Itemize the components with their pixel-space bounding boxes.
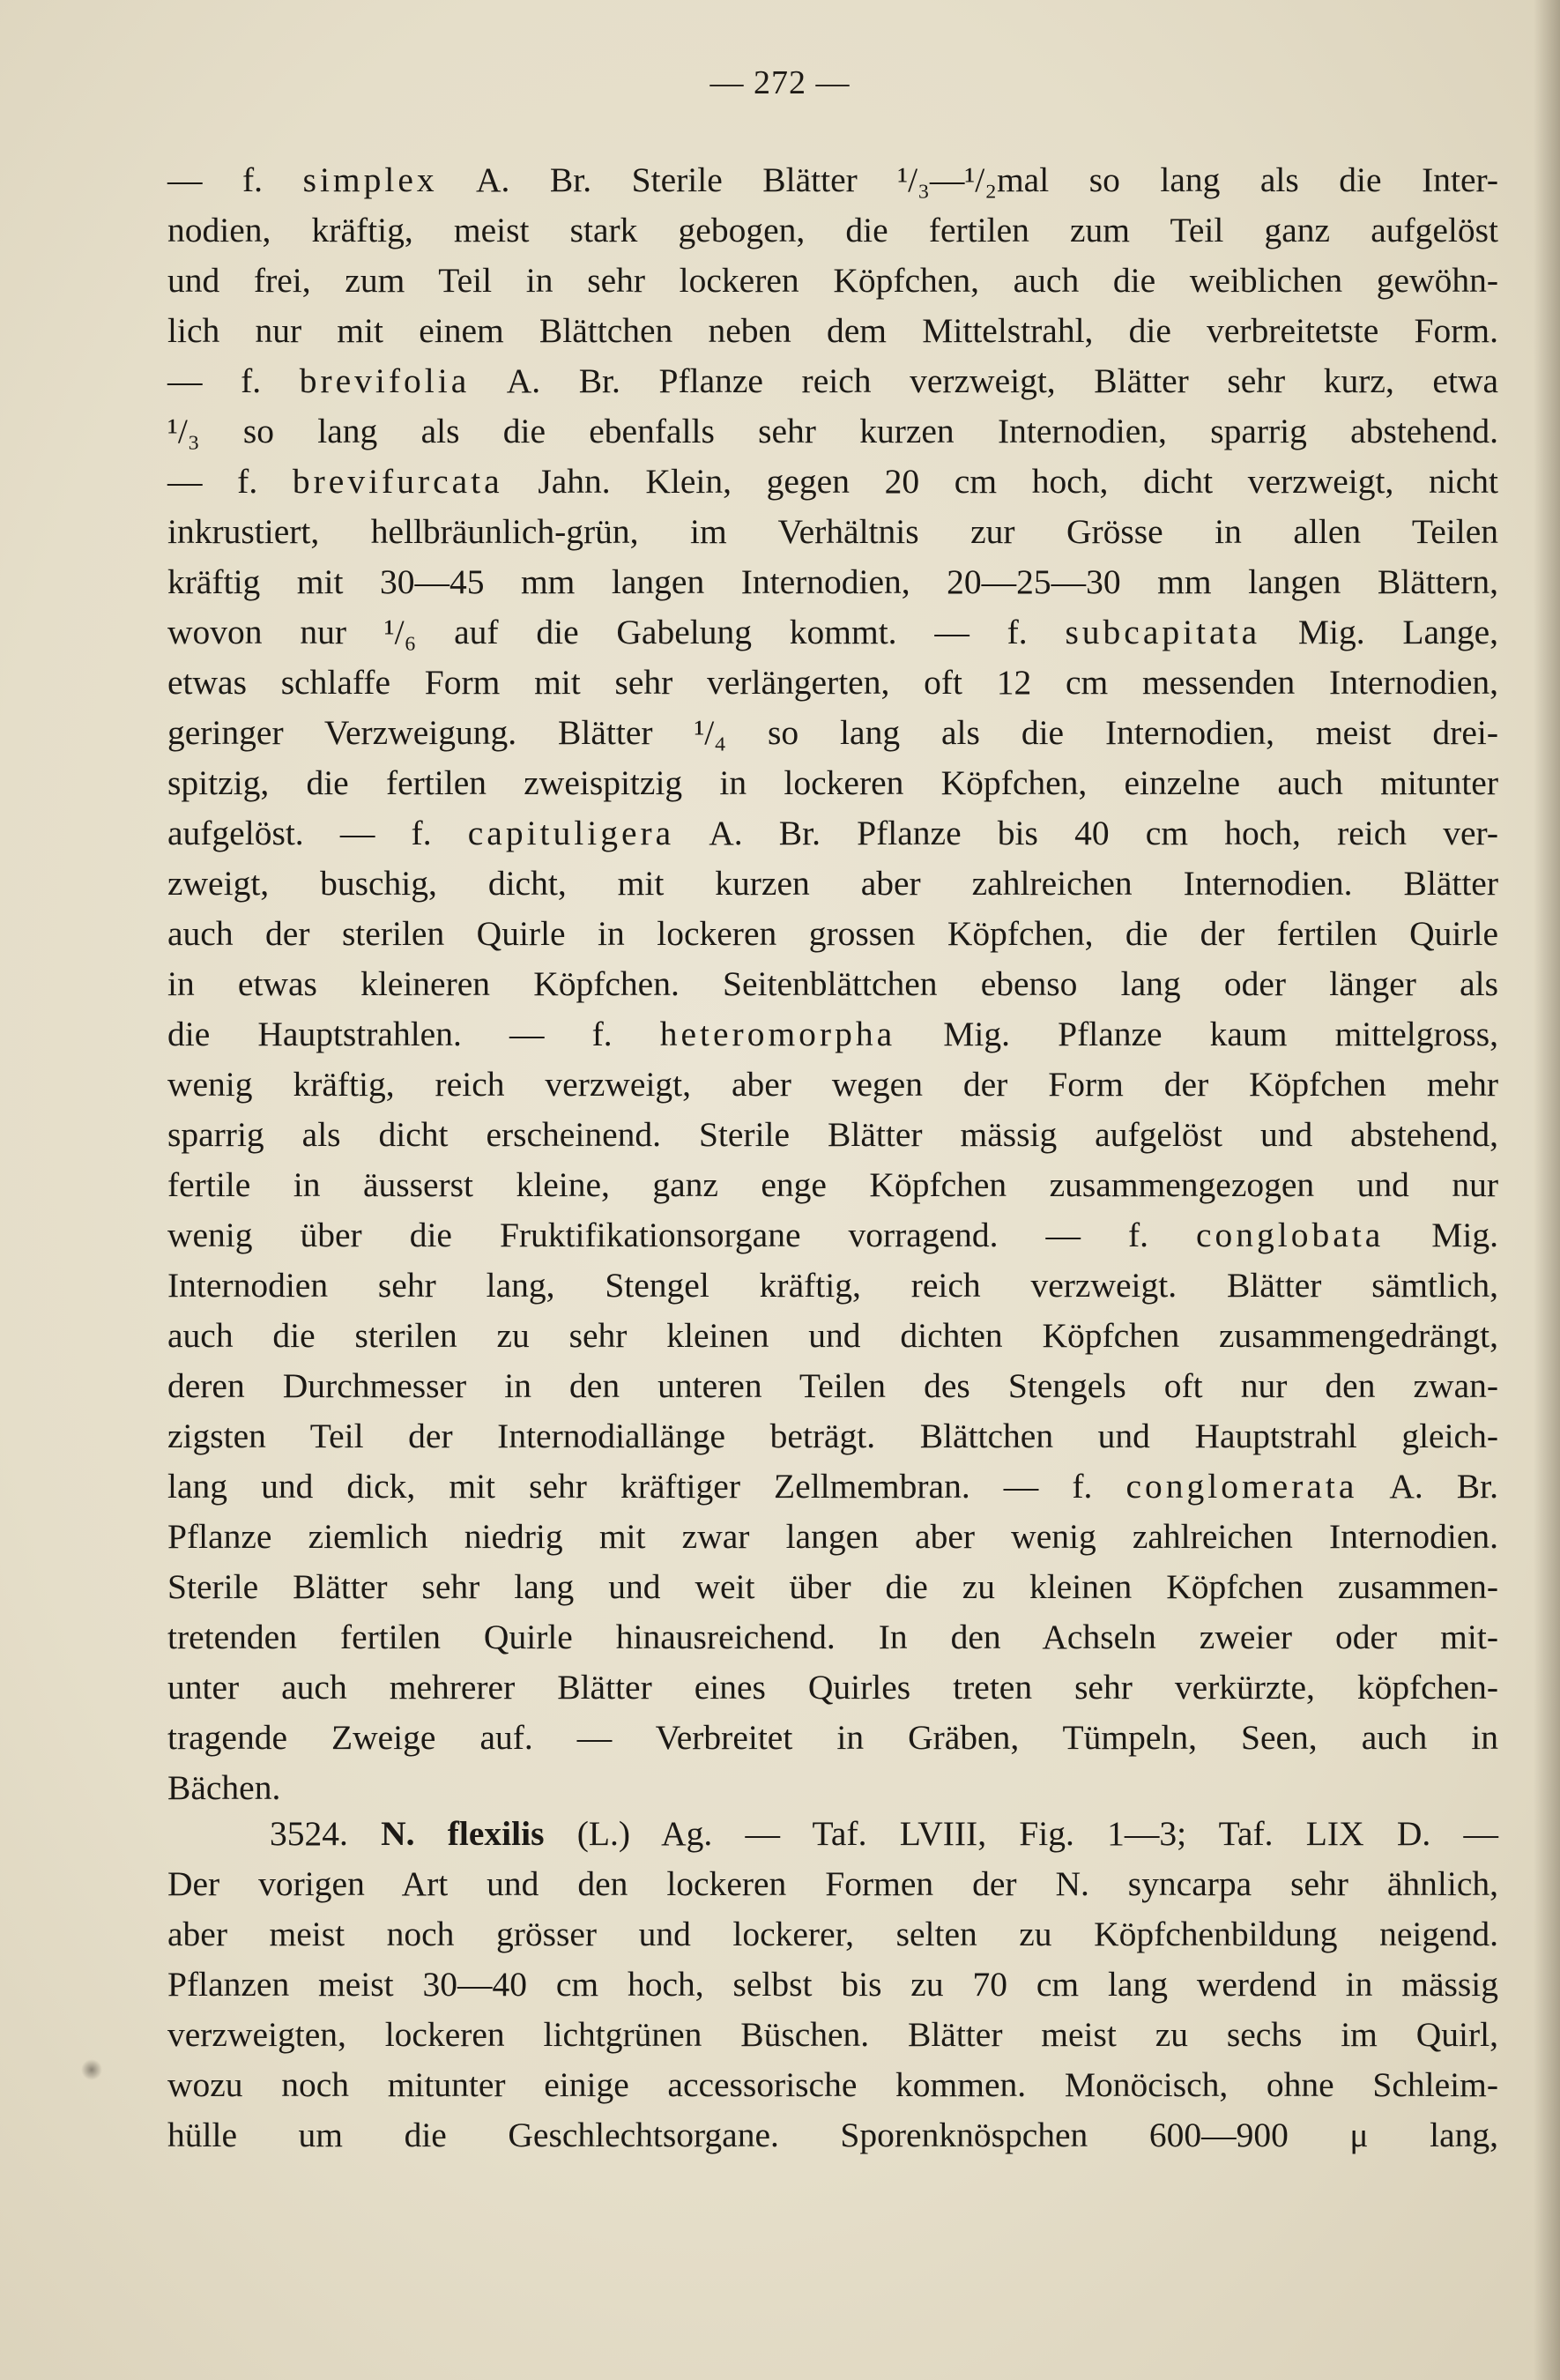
- text-line: [167, 1411, 1498, 1461]
- text-run: etwas schlaffe Form mit sehr verlängerten, oft 12 cm messenden Internodien,: [167, 663, 1498, 702]
- text-run: aufgelöst. — f.: [167, 814, 468, 852]
- text-run: unter auch mehrerer Blätter eines Quirles treten sehr verkürzte, köpfchen-: [167, 1668, 1498, 1707]
- text-line: [167, 406, 1498, 457]
- text-run: A. Br.: [1357, 1467, 1498, 1506]
- text-run: kräftig mit 30—45 mm langen Internodien, 20—25—30 mm langen Blättern,: [167, 562, 1498, 601]
- text-line: [167, 758, 1498, 808]
- text-line: [167, 205, 1498, 256]
- page-number: — 272 —: [709, 64, 851, 101]
- paragraph-forms: [167, 155, 1498, 1813]
- text-line: [167, 1060, 1498, 1110]
- text-line: [167, 155, 1498, 205]
- text-run: Pflanze ziemlich niedrig mit zwar langen aber wenig zahlreichen Internodien.: [167, 1517, 1498, 1556]
- text-line: [167, 1562, 1498, 1612]
- text-line: [167, 859, 1498, 909]
- text-run: sparrig als dicht erscheinend. Sterile Blätter mässig aufgelöst und abstehend,: [167, 1115, 1498, 1154]
- text-line: [167, 1713, 1498, 1763]
- text-run: Internodien sehr lang, Stengel kräftig, reich verzweigt. Blätter sämtlich,: [167, 1266, 1498, 1305]
- text-line: [167, 1960, 1498, 2010]
- text-run: auch der sterilen Quirle in lockeren grossen Köpfchen, die der fertilen Quirle: [167, 914, 1498, 953]
- ink-spot: [81, 2059, 102, 2080]
- text-line: [167, 1512, 1498, 1562]
- text-run: ¹/₃ so lang als die ebenfalls sehr kurzen Internodien, sparrig abstehend.: [167, 412, 1498, 450]
- text-line: [167, 1809, 1498, 1859]
- page-edge-shadow: [1534, 0, 1560, 2380]
- text-run: A. Br. Sterile Blätter ¹/₃—¹/₂mal so lang als die Inter-: [437, 160, 1498, 199]
- text-run: A. Br. Pflanze bis 40 cm hoch, reich ver-: [674, 814, 1498, 852]
- text-run: Pflanzen meist 30—40 cm hoch, selbst bis zu 70 cm lang werdend in mässig: [167, 1965, 1498, 2004]
- text-run: Mig. Pflanze kaum mittelgross,: [895, 1015, 1498, 1053]
- text-run: wenig kräftig, reich verzweigt, aber wegen der Form der Köpfchen mehr: [167, 1065, 1498, 1104]
- text-run: wenig über die Fruktifikationsorgane vorragend. — f.: [167, 1216, 1196, 1254]
- text-line: [167, 1110, 1498, 1160]
- form-name: brevifolia: [299, 361, 471, 400]
- text-line: [167, 457, 1498, 507]
- text-run: deren Durchmesser in den unteren Teilen des Stengels oft nur den zwan-: [167, 1366, 1498, 1405]
- text-run: lich nur mit einem Blättchen neben dem Mittelstrahl, die verbreitetste Form.: [167, 311, 1498, 350]
- text-run: lang und dick, mit sehr kräftiger Zellmembran. — f.: [167, 1467, 1126, 1506]
- text-line: [167, 306, 1498, 356]
- text-run: die Hauptstrahlen. — f.: [167, 1015, 660, 1053]
- text-run: A. Br. Pflanze reich verzweigt, Blätter sehr kurz, etwa: [470, 361, 1498, 400]
- text-line: [167, 1763, 1498, 1813]
- text-line: [167, 356, 1498, 406]
- text-run: verzweigten, lockeren lichtgrünen Büschen. Blätter meist zu sechs im Quirl,: [167, 2015, 1498, 2054]
- text-line: [167, 1859, 1498, 1909]
- text-run: Mig. Lange,: [1260, 613, 1498, 651]
- species-name: N. flexilis: [381, 1814, 545, 1853]
- text-run: — f.: [167, 462, 293, 501]
- paragraph-n-flexilis: [167, 1809, 1498, 2161]
- text-run: tragende Zweige auf. — Verbreitet in Gräben, Tümpeln, Seen, auch in: [167, 1718, 1498, 1757]
- text-run: — f.: [167, 160, 303, 199]
- text-run: zweigt, buschig, dicht, mit kurzen aber zahlreichen Internodien. Blätter: [167, 864, 1498, 903]
- text-line: [167, 1662, 1498, 1713]
- text-run: spitzig, die fertilen zweispitzig in lockeren Köpfchen, einzelne auch mitunter: [167, 763, 1498, 802]
- text-run: — f.: [167, 361, 300, 400]
- text-line: [167, 1210, 1498, 1261]
- text-run: 3524.: [270, 1814, 382, 1853]
- text-line: [167, 1361, 1498, 1411]
- text-line: [167, 2010, 1498, 2060]
- form-name: capituligera: [467, 814, 675, 852]
- text-run: und frei, zum Teil in sehr lockeren Köpfchen, auch die weiblichen gewöhn-: [167, 261, 1498, 300]
- text-run: nodien, kräftig, meist stark gebogen, die fertilen zum Teil ganz aufgelöst: [167, 211, 1498, 249]
- text-line: [167, 1461, 1498, 1512]
- text-run: auch die sterilen zu sehr kleinen und dichten Köpfchen zusammengedrängt,: [167, 1316, 1498, 1355]
- text-run: fertile in äusserst kleine, ganz enge Köpfchen zusammengezogen und nur: [167, 1165, 1498, 1204]
- text-line: [167, 959, 1498, 1009]
- form-name: simplex: [302, 160, 438, 199]
- form-name: brevifurcata: [292, 462, 503, 501]
- text-line: [167, 909, 1498, 959]
- text-line: [167, 2110, 1498, 2161]
- text-run: in etwas kleineren Köpfchen. Seitenblättchen ebenso lang oder länger als: [167, 964, 1498, 1003]
- text-line: [167, 1612, 1498, 1662]
- text-line: [167, 658, 1498, 708]
- form-name: conglomerata: [1125, 1467, 1358, 1506]
- text-line: [167, 1311, 1498, 1361]
- text-run: Bächen.: [167, 1768, 281, 1807]
- text-line: [167, 1160, 1498, 1210]
- text-run: Jahn. Klein, gegen 20 cm hoch, dicht verzweigt, nicht: [502, 462, 1498, 501]
- text-line: [167, 1009, 1498, 1060]
- text-run: zigsten Teil der Internodiallänge beträgt. Blättchen und Hauptstrahl gleich-: [167, 1417, 1498, 1455]
- text-line: [167, 557, 1498, 607]
- text-run: Sterile Blätter sehr lang und weit über die zu kleinen Köpfchen zusammen-: [167, 1567, 1498, 1606]
- text-line: [167, 1261, 1498, 1311]
- text-run: (L.) Ag. — Taf. LVIII, Fig. 1—3; Taf. LIX D. —: [544, 1814, 1498, 1853]
- text-line: [167, 256, 1498, 306]
- form-name: subcapitata: [1065, 613, 1261, 651]
- text-run: Der vorigen Art und den lockeren Formen der N. syncarpa sehr ähnlich,: [167, 1864, 1498, 1903]
- text-run: Mig.: [1384, 1216, 1498, 1254]
- text-run: wovon nur ¹/₆ auf die Gabelung kommt. — f.: [167, 613, 1066, 651]
- text-run: tretenden fertilen Quirle hinausreichend. In den Achseln zweier oder mit-: [167, 1618, 1498, 1656]
- text-line: [167, 708, 1498, 758]
- text-line: [167, 1909, 1498, 1960]
- text-line: [167, 808, 1498, 859]
- text-run: wozu noch mitunter einige accessorische kommen. Monöcisch, ohne Schleim-: [167, 2065, 1498, 2104]
- text-run: hülle um die Geschlechtsorgane. Sporenknöspchen 600—900 μ lang,: [167, 2116, 1498, 2154]
- text-run: geringer Verzweigung. Blätter ¹/₄ so lang als die Internodien, meist drei-: [167, 713, 1498, 752]
- text-run: inkrustiert, hellbräunlich-grün, im Verhältnis zur Grösse in allen Teilen: [167, 512, 1498, 551]
- text-run: aber meist noch grösser und lockerer, selten zu Köpfchenbildung neigend.: [167, 1915, 1498, 1953]
- text-line: [167, 507, 1498, 557]
- text-line: [167, 2060, 1498, 2110]
- text-line: [167, 607, 1498, 658]
- form-name: conglobata: [1195, 1216, 1385, 1254]
- form-name: heteromorpha: [659, 1015, 896, 1053]
